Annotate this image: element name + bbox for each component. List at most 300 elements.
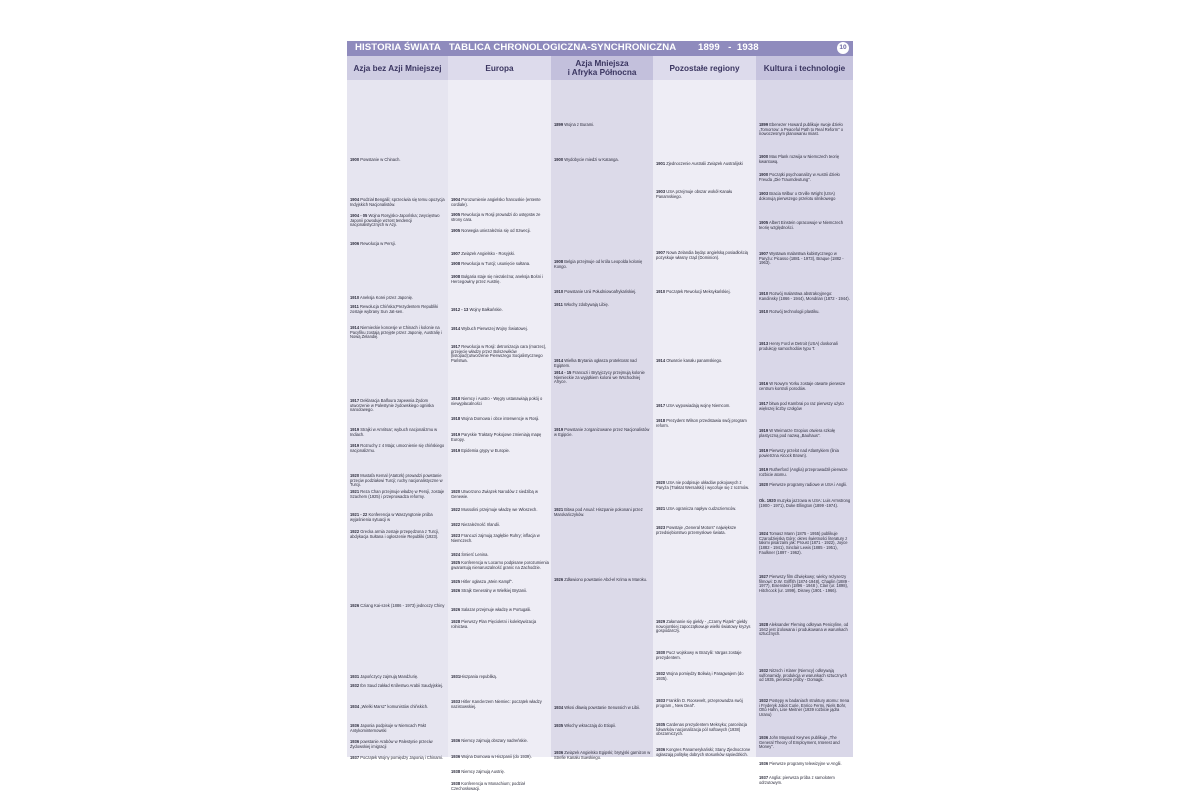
entry-year: 1932 — [759, 698, 769, 703]
entry-text: Wielka Brytania ogłasza protektorat nad Egiptem. — [554, 358, 637, 368]
timeline-entry — [554, 706, 651, 711]
timeline-entry — [451, 782, 549, 791]
entry-year: 1919 — [759, 448, 769, 453]
entry-text: Francuzi i Brytyjczycy przejmują kolonie Niemieckie za wyjątkiem kolonii we Wschodniej Afryce. — [554, 370, 645, 385]
timeline-entry — [350, 756, 446, 761]
entry-text: USA wypowiadają wojnę Niemcom. — [665, 403, 731, 408]
entry-year: 1916 — [759, 381, 769, 386]
entry-text: Francuzi zajmują zagłębie Ruhry; inflacja w Niemczech. — [451, 533, 540, 543]
entry-year: 1931 — [350, 674, 360, 679]
entry-year: 1904 — [451, 197, 461, 202]
entry-year: Ok. 1920 — [759, 498, 776, 503]
timeline-entry — [554, 290, 651, 295]
entry-text: Włosi dławią powstanie Senussich w Libii. — [563, 705, 641, 710]
entry-text: Rozwój technologii plastiku. — [768, 309, 820, 314]
entry-year: 1936 — [451, 754, 461, 759]
entry-text: Powstanie zorganizowane przez Nacjonalistów w Egipcie. — [554, 427, 650, 437]
entry-text: Początek Wojny pomiędzy Japonią i Chinami. — [359, 755, 443, 760]
entry-text: Niemcy i Austro - Węgry ustanawiają pokój o niewypłacalności — [451, 396, 543, 406]
column-europa — [448, 80, 551, 791]
timeline-entry — [350, 724, 446, 733]
timeline-entry — [451, 397, 549, 406]
timeline-entry — [451, 345, 549, 364]
entry-year: 1937 — [350, 755, 360, 760]
entry-year: 1920 — [656, 480, 666, 485]
entry-text: powstanie Arabów w Palestynie przeciw Żydowskiej imigracji — [350, 739, 433, 749]
entry-text: USA nie podpisuje układów pokojowych z Paryża (Traktat Wersalski) i wycofuje się z rozmów. — [656, 480, 750, 490]
entry-text: W Nowym Yorku zostaje otwarte pierwsze centrum kontroli porodów. — [759, 381, 846, 391]
timeline-entry — [451, 770, 549, 775]
timeline-entry — [759, 155, 851, 164]
entry-text: Rewolucja Chińska;Prezydentem Republiki zostaje wybrany Sun Jat-sen. — [350, 304, 439, 314]
entry-text: Nitzsch i Klarer (Niemcy) odkrywają sulfonamidy, produkcja w warunkach sztucznych od 1935, pierwsze próby - Domagk. — [759, 668, 847, 683]
entry-year: 1926 — [451, 588, 461, 593]
timeline-entry — [554, 158, 651, 163]
entry-year: 1923 — [451, 533, 461, 538]
timeline-entry — [554, 724, 651, 729]
entry-text: Pierwsze programy telewizyjne w Anglii. — [768, 761, 842, 766]
timeline-entry — [759, 762, 851, 767]
entry-text: Belgia przejmuje od króla Leopolda kolonię Kongo. — [554, 259, 643, 269]
entry-text: Włochy wkraczają do Etiopii. — [563, 723, 617, 728]
entry-year: 1912 - 13 — [451, 307, 469, 312]
entry-year: 1936 — [554, 750, 564, 755]
entry-text: Salazar przejmuje władzę w Portugalii. — [460, 607, 532, 612]
entry-text: Rozwój malarstwa abstrakcyjnego: Kandinsky (1866 - 1944), Mondrian (1872 - 1944). — [759, 291, 850, 301]
timeline-entry — [554, 508, 651, 517]
timeline-entry — [656, 419, 754, 428]
entry-text: Deklaracja Balfoura zapewnia Żydom utworzenie w Palestynie żydowskiego ogniska narodowego. — [350, 398, 434, 413]
timeline-entry — [554, 371, 651, 385]
timeline-entry — [451, 275, 549, 284]
timeline-entry — [656, 526, 754, 535]
entry-text: Śmierć Lenina. — [460, 552, 489, 557]
timeline-entry — [759, 483, 851, 488]
entry-text: Wojna Rosyjsko-Japońska; zwycięstwo Japonii powoduje wzrost tendencji nacjonalistycznych w Azji. — [350, 213, 440, 228]
entry-year: 1927 — [759, 574, 769, 579]
entry-year: 1924 — [451, 552, 461, 557]
entry-year: 1913 — [759, 341, 769, 346]
entry-year: 1936 — [451, 738, 461, 743]
entry-year: 1926 — [350, 603, 360, 608]
entry-year: 1935 — [554, 723, 564, 728]
timeline-entry — [759, 736, 851, 750]
entry-year: 1910 — [656, 289, 666, 294]
entry-year: 1936 — [759, 735, 769, 740]
timeline-entry — [656, 404, 754, 409]
timeline-entry — [656, 359, 754, 364]
entry-year: 1911 — [554, 302, 563, 307]
column-header-kultura: Kultura i technologie — [756, 56, 853, 80]
timeline-entry — [554, 260, 651, 269]
entry-year: 1925 — [451, 579, 461, 584]
timeline-entry — [350, 214, 446, 228]
timeline-entry — [350, 399, 446, 413]
entry-text: Wojna Domowa w Hiszpanii (do 1939). — [460, 754, 532, 759]
entry-year: 1914 — [656, 358, 666, 363]
timeline-entry — [451, 580, 549, 585]
entry-year: 1919 — [451, 448, 461, 453]
entry-text: Załamanie się giełdy - „Czarny Piątek" giełdy nowojorskiej zapoczątkowuje wielki światowy kryzys gospodarczy. — [656, 619, 751, 634]
column-headers — [347, 56, 853, 80]
entry-text: Epidemia grypy w Europie. — [460, 448, 510, 453]
timeline-entry — [554, 303, 651, 308]
timeline-entry — [451, 620, 549, 629]
entry-text: Prezydent Wilson przedstawia swój program reform. — [656, 418, 747, 428]
entry-year: 1914 - 15 — [554, 370, 572, 375]
timeline-entry — [656, 620, 754, 634]
entry-year: 1900 — [350, 157, 360, 162]
entry-text: Wojny Bałkańskie. — [468, 307, 503, 312]
entry-year: 1920 — [451, 489, 461, 494]
entry-text: Zjednoczenie Australii Związek Australijski — [665, 161, 743, 166]
entry-text: Rozruchy z 4 Maja; umocnienie się chińskiego nacjonalizmu. — [350, 443, 445, 453]
entry-year: 1914 — [554, 358, 564, 363]
entry-text: Aneksja Korei przez Japonię. — [359, 295, 414, 300]
entry-year: 1904 - 05 — [350, 213, 368, 218]
entry-text: Powstanie w Chinach. — [359, 157, 401, 162]
entry-text: Pucz wojskowy w Brazylii: Vargas zostaje prezydentem. — [656, 650, 742, 660]
timeline-entry — [350, 198, 446, 207]
timeline-entry — [451, 561, 549, 570]
entry-text: Pierwsze programy radiowe w USA i Anglii. — [768, 482, 848, 487]
entry-year: 1905 — [451, 212, 461, 217]
entry-year: 1917 — [350, 398, 360, 403]
entry-text: Wojna pomiędzy Boliwią i Paragwajem (do 1935). — [656, 671, 744, 681]
entry-text: Hitler Kanclerzem Niemiec: początek władzy nazistowskiej. — [451, 699, 542, 709]
entry-year: 1918 — [451, 396, 461, 401]
timeline-entry — [554, 428, 651, 437]
entry-text: Albert Einstein opracowuje w Niemczech teorię względności. — [759, 220, 843, 230]
entry-year: 1919 — [759, 428, 769, 433]
entry-text: Wystawa malarstwa kubistycznego w Paryżu: Picasso (1881 - 1973), Braque (1882 - 1963). — [759, 251, 844, 266]
entry-text: Rutherford (Anglia) przeprowadził pierwsze rozbicie atomu. — [759, 467, 848, 477]
timeline-entry — [759, 449, 851, 458]
entry-text: Nowa Zelandia będąc angielską posiadłością pozyskuje własny rząd (Dominion). — [656, 250, 748, 260]
entry-text: Konferencja w Monachium; podział Czechosłowacji. — [451, 781, 525, 791]
timeline-entry — [759, 669, 851, 683]
entry-text: Grecka armia zostaje przepędzona z Turcji, abdykacja Sułtana i ogłoszenie Republiki (1923). — [350, 529, 439, 539]
entry-text: muzyka jazzowa w USA: Luis Armstrong (1900 - 1971), Duke Ellington (1899 -1974). — [759, 498, 851, 508]
timeline-entry — [451, 327, 549, 332]
entry-year: 1921 — [656, 506, 666, 511]
entry-text: Cziang Kai-szek (1886 - 1973) jednoczy Chiny — [359, 603, 445, 608]
column-pozostale — [653, 80, 756, 757]
timeline-entry — [554, 751, 651, 760]
timeline-entry — [656, 190, 754, 199]
entry-year: 1933 — [451, 699, 461, 704]
timeline-entry — [451, 252, 549, 257]
timeline-entry — [451, 262, 549, 267]
timeline-entry — [451, 417, 549, 422]
entry-text: Henry Ford w Detroit (USA) doskonali produkcję samochodów typu T. — [759, 341, 838, 351]
entry-text: Niezależność Irlandii. — [460, 522, 500, 527]
timeline-entry — [350, 740, 446, 749]
timeline-entry — [451, 755, 549, 760]
timeline-entry — [350, 530, 446, 539]
timeline-entry — [451, 608, 549, 613]
entry-text: John Maynard Keynes publikuje „The General Theory of Employment, Interest and Money". — [759, 735, 840, 750]
entry-year: 1933 — [656, 698, 666, 703]
timeline-entry — [350, 326, 446, 340]
title-bar — [347, 41, 853, 56]
page-number-badge: 10 — [837, 42, 849, 54]
entry-year: 1921 — [350, 489, 360, 494]
timeline-entry — [451, 553, 549, 558]
entry-text: Włochy zdobywają Libię. — [562, 302, 609, 307]
entry-text: Reza Chan przejmuje władzę w Persji, zostaje Szachem (1925) i przeprowadza reformy. — [350, 489, 445, 499]
entry-text: Pierwszy film dźwiękowy; wielcy reżyserzy filmowi: D.W. Griffith (1874-1948), Chaplin (1889 - 1977), Eisenstein (1896 - 1948 ), Clair (ur. 1898), Hitchcock (ur. 1899), Disney (1901 - 1966). — [759, 574, 850, 594]
entry-text: Wojna Domowa i obce interwencje w Rosji. — [460, 416, 540, 421]
timeline-entry — [759, 468, 851, 477]
entry-year: 1930 — [656, 650, 666, 655]
timeline-entry — [554, 123, 651, 128]
entry-year: 1901 — [656, 161, 666, 166]
timeline-entry — [451, 490, 549, 499]
timeline-entry — [656, 481, 754, 490]
timeline-entry — [759, 221, 851, 230]
entry-year: 1932 — [350, 683, 360, 688]
entry-text: Mussolini przejmuje władzę we Włoszech. — [460, 507, 538, 512]
entry-year: 1907 — [656, 250, 666, 255]
entry-text: Niemcy zajmują Austrię. — [460, 769, 505, 774]
entry-text: Wybuch Pierwszej Wojny Światowej. — [460, 326, 528, 331]
entry-year: 1926 — [554, 577, 564, 582]
entry-text: Ibn Saud zakład Królestwo Arabii Saudyjskiej. — [359, 683, 444, 688]
entry-text: Strajk Generalny w Wielkiej Brytanii. — [460, 588, 527, 593]
entry-year: 1918 — [656, 418, 666, 423]
timeline-entry — [759, 402, 851, 411]
timeline-entry — [656, 507, 754, 512]
entry-year: 1919 — [350, 443, 360, 448]
timeline-entry — [451, 308, 549, 313]
entry-text: Tomasz Mann (1875 - 1955) publikuje Czarodziejską Górę; okres świetności literatury z takimi pisarzami jak: Proust (1871 - 1922), Joyce (1882 - 1941), Sinclair Lewis (1885 - 1951), Faulkner (1897 - 1962). — [759, 531, 848, 555]
entry-year: 1921 — [554, 507, 564, 512]
entry-text: Powstanie Unii Południowoafrykańskiej. — [563, 289, 637, 294]
entry-year: 1928 — [451, 619, 461, 624]
timeline-entry — [759, 252, 851, 266]
entry-year: 1906 — [350, 241, 360, 246]
entry-year: 1937 — [759, 775, 769, 780]
entry-text: Wojna z Burami. — [563, 122, 595, 127]
timeline-entry — [451, 229, 549, 234]
entry-year: 1903 — [656, 189, 666, 194]
entry-year: 1936 — [656, 747, 666, 752]
column-header-azja: Azja bez Azji Mniejszej — [347, 56, 448, 80]
timeline-entry — [554, 359, 651, 368]
timeline-entry — [350, 604, 446, 609]
timeline-entry — [656, 672, 754, 681]
entry-text: Konferencja w Waszyngtonie próba wyjaśnienia sytuacji w — [350, 512, 433, 522]
entry-year: 1926 — [451, 607, 461, 612]
timeline-entry — [451, 449, 549, 454]
entry-year: 1918 — [451, 416, 461, 421]
entry-text: Kongres Panamerykański; Stany Zjednoczone ogłaszają politykę dobrych stosunków sąsiedzkich. — [656, 747, 751, 757]
timeline-entry — [350, 490, 446, 499]
entry-year: 1900 — [759, 172, 769, 177]
entry-year: 1919 — [554, 427, 564, 432]
column-kultura — [756, 80, 853, 785]
entry-year: 1900 — [759, 154, 769, 159]
timeline-entry — [759, 382, 851, 391]
column-header-pozostale: Pozostałe regiony — [653, 56, 756, 80]
entry-text: Norwegia uniezależnia się od Szwecji. — [460, 228, 531, 233]
entry-year: 1914 — [451, 326, 461, 331]
chronology-sheet — [347, 41, 853, 791]
column-azja — [347, 80, 448, 760]
timeline-entry — [350, 513, 446, 522]
entry-text: Paryskie Traktaty Pokojowe zmieniają mapę Europy. — [451, 432, 542, 442]
entry-year: 1931 — [451, 674, 461, 679]
timeline-entry — [350, 705, 446, 710]
entry-year: 1905 — [759, 220, 769, 225]
entry-year: 1929 — [656, 619, 666, 624]
entry-text: Max Plank rozwija w Niemczech teorię kwantową. — [759, 154, 840, 164]
entry-year: 1922 — [451, 522, 461, 527]
entry-year: 1903 — [759, 191, 769, 196]
timeline-entry — [350, 305, 446, 314]
column-header-europa: Europa — [448, 56, 551, 80]
entry-text: Hiszpania republiką. — [460, 674, 497, 679]
timeline-entry — [759, 123, 851, 137]
timeline-entry — [656, 723, 754, 737]
timeline-entry — [759, 292, 851, 301]
entry-year: 1910 — [759, 309, 769, 314]
entry-year: 1932 — [656, 671, 666, 676]
timeline-entry — [759, 499, 851, 508]
entry-year: 1899 — [554, 122, 564, 127]
entry-year: 1910 — [759, 291, 769, 296]
entry-text: Pierwszy przelot nad Atlantykiem (linia powietrzna Alcock Brown). — [759, 448, 839, 458]
timeline-entry — [656, 290, 754, 295]
timeline-entry — [451, 589, 549, 594]
entry-text: Konferencja w Locarno podpisane porozumienia gwarantują nienaruszalność granic na Zachodzie. — [451, 560, 549, 570]
entry-text: Niemieckie koncesje w Chinach i kolonie na Pacyfiku zostają przejęte przez Japonię, Australię i Nową Zelandię. — [350, 325, 442, 340]
timeline-entry — [451, 700, 549, 709]
timeline-entry — [759, 429, 851, 438]
entry-year: 1917 — [656, 403, 666, 408]
timeline-entry — [656, 651, 754, 660]
entry-text: Zdławiono powstanie Abd-el Krima w Maroku. — [563, 577, 648, 582]
timeline-entry — [759, 776, 851, 785]
entry-year: 1910 — [350, 295, 360, 300]
entry-year: 1919 — [451, 432, 461, 437]
timeline-entry — [350, 684, 446, 689]
timeline-entry — [759, 575, 851, 594]
column-header-afryka: Azja Mniejsza i Afryka Północna — [551, 56, 653, 80]
entry-year: 1938 — [451, 781, 461, 786]
entry-year: 1938 — [451, 769, 461, 774]
entry-text: Bracia Wilbur o Orville Wright (USA) dokonują pierwszego przelotu silnikowego — [759, 191, 836, 201]
timeline-entry — [759, 532, 851, 556]
entry-year: 1934 — [350, 704, 360, 709]
entry-text: Rewolucja w Persji. — [359, 241, 396, 246]
timeline-entry — [350, 158, 446, 163]
timeline-entry — [451, 523, 549, 528]
timeline-entry — [350, 242, 446, 247]
entry-text: Aleksander Fleming odkrywa Penicyline, od 1942 jest izolowana i produkowana w warunkach sztucznych. — [759, 622, 849, 637]
entry-year: 1910 — [554, 289, 564, 294]
entry-year: 1925 — [451, 560, 461, 565]
entry-text: USA przejmuje obszar wokół Kanału Panamskiego. — [656, 189, 733, 199]
entry-text: Powstaje „General Motors" największe przedsiębiorstwo przemysłowe świata. — [656, 525, 737, 535]
entry-year: 1908 — [451, 274, 461, 279]
entry-text: Niemcy zajmują obszary nadreńskie. — [460, 738, 528, 743]
entry-text: Strajki w Amritsar; wybuch nacjonalizmu w Indiach. — [350, 427, 438, 437]
timeline-entry — [656, 162, 754, 167]
entry-year: 1922 — [350, 529, 360, 534]
entry-text: Podział Bengalii; sprzeciwia się temu opozycja Indyjskich Nacjonalistów. — [350, 197, 445, 207]
entry-year: 1936 — [350, 739, 360, 744]
entry-text: Hitler ogłasza „Mein Kampf". — [460, 579, 513, 584]
entry-year: 1899 — [759, 122, 769, 127]
timeline-entry — [451, 198, 549, 207]
entry-year: 1922 — [451, 507, 461, 512]
timeline-entry — [759, 342, 851, 351]
timeline-entry — [451, 739, 549, 744]
entry-year: 1921 - 22 — [350, 512, 368, 517]
page-title: HISTORIA ŚWIATA TABLICA CHRONOLOGICZNA-SYNCHRONICZNA 1899 - 1938 — [355, 42, 759, 53]
timeline-entry — [759, 699, 851, 718]
entry-text: Pierwszy Plan Pięcioletni i kolektywizacja rolnictwa. — [451, 619, 537, 629]
entry-year: 1917 — [759, 401, 769, 406]
entry-text: Franklin D. Roosevelt, przeprowadza swój program „ New Deal". — [656, 698, 743, 708]
timeline-entry — [350, 474, 446, 488]
entry-text: bitwa pod Kambrai po raz pierwszy użyto większej liczby czołgów — [759, 401, 844, 411]
entry-text: Cardenas prezydentem Meksyku; parcelacja folwarków nacjonalizacja pól naftowych (1938) obszarniczych. — [656, 722, 748, 737]
entry-text: Początek Rewolucji Meksykańskiej. — [665, 289, 731, 294]
entry-text: Bitwa pod Anual: Hiszpanie pokonani przez Marokańczyków. — [554, 507, 643, 517]
timeline-entry — [759, 192, 851, 201]
timeline-entry — [759, 623, 851, 637]
entry-text: Związek Angielsko Egipski; brytyjski garnizon w Strefie Kanału Sueskiego. — [554, 750, 651, 760]
timeline-entry — [759, 310, 851, 315]
entry-year: 1907 — [451, 251, 461, 256]
entry-text: Porozumienie angielsko francuskie (entente cordiale). — [451, 197, 541, 207]
entry-text: Anglia: pierwsza próba z samolotem odrzutowym. — [759, 775, 835, 785]
entry-year: 1907 — [759, 251, 769, 256]
entry-year: 1914 — [350, 325, 360, 330]
entry-year: 1928 — [759, 622, 769, 627]
entry-year: 1904 — [350, 197, 360, 202]
entry-year: 1911 — [350, 304, 359, 309]
entry-text: Japonia podpisuje w Niemcach Pakt Antykominternowski — [350, 723, 427, 733]
entry-text: Bułgaria staje się niezależna; aneksja Bośni i Hercegowiny przez Austrię. — [451, 274, 543, 284]
entry-year: 1919 — [759, 467, 769, 472]
entry-text: Rewolucja w Rosji prowadzi do ustępstw ze strony cara. — [451, 212, 541, 222]
timeline-entry — [759, 173, 851, 182]
entry-year: 1917 — [451, 344, 461, 349]
entry-year: 1923 — [656, 525, 666, 530]
timeline-entry — [554, 578, 651, 583]
entry-year: 1900 — [554, 157, 564, 162]
timeline-entry — [656, 251, 754, 260]
timeline-entry — [451, 508, 549, 513]
column-afryka — [551, 80, 653, 760]
entry-year: 1936 — [350, 723, 360, 728]
entry-text: Związek Angielsko - Rosyjski. — [460, 251, 515, 256]
entry-text: Utworzono Związek Narodów z siedzibą w Genewie. — [451, 489, 538, 499]
entry-text: Postępy w badaniach struktury atomu: Irena i Fryderyk Joliot Curie, Enrico Fermi, Niels Bohr, Otto Hahn, Lise Meitner (1939 rozbicie jądra Uranu) — [759, 698, 850, 718]
entry-text: „Wielki Marsz" komunistów chińskich. — [359, 704, 429, 709]
timeline-entry — [451, 433, 549, 442]
entry-year: 1932 — [759, 668, 769, 673]
entry-year: 1908 — [554, 259, 564, 264]
timeline-entry — [350, 444, 446, 453]
timeline-entry — [451, 213, 549, 222]
entry-text: Otwarcie kanału panamskiego. — [665, 358, 723, 363]
entry-year: 1905 — [451, 228, 461, 233]
